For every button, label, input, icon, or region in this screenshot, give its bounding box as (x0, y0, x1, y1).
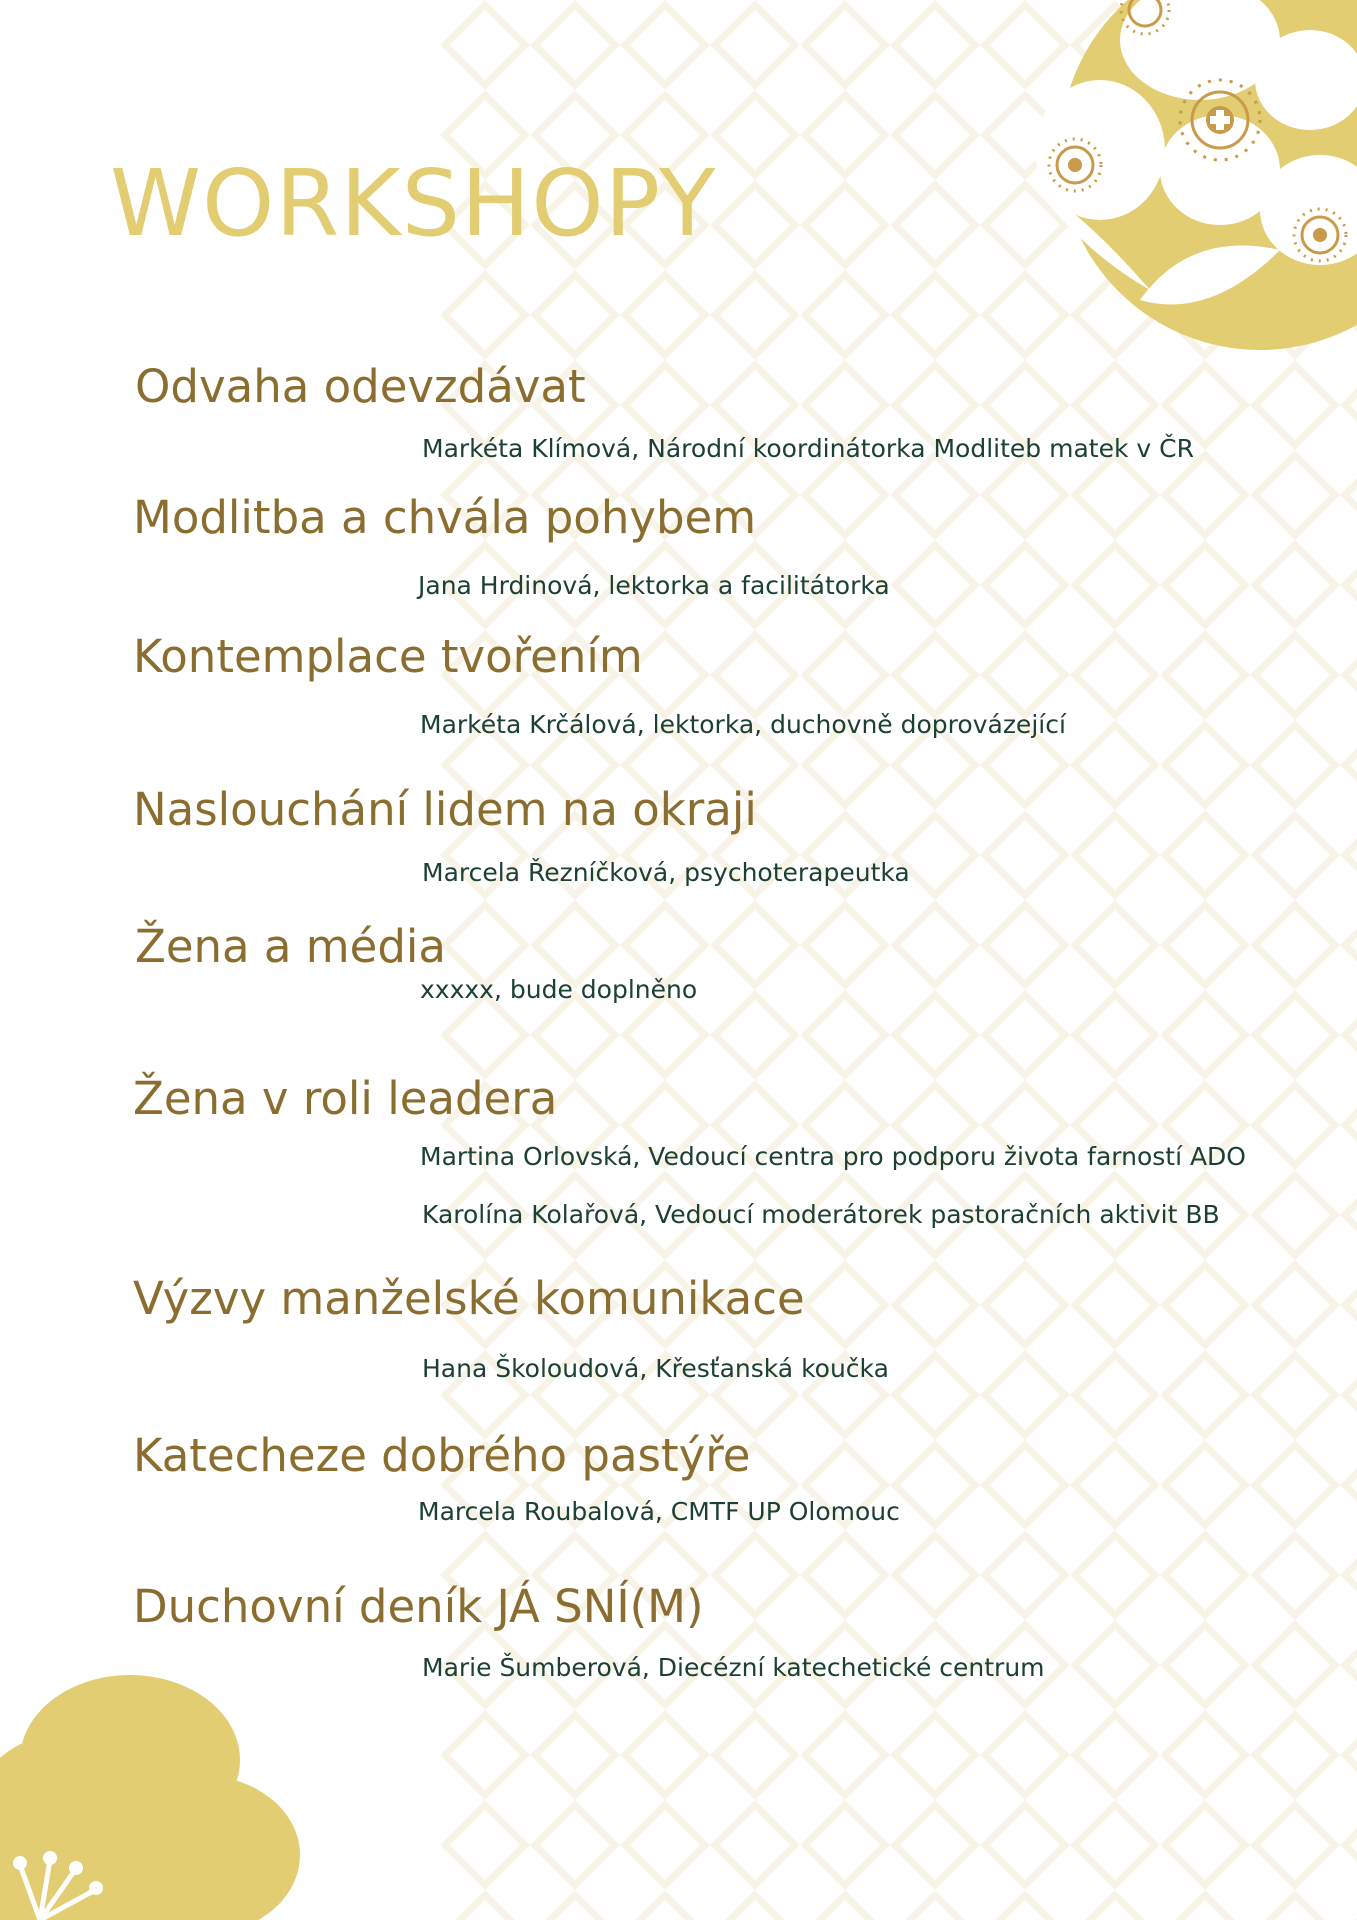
floral-decoration-bottom (0, 1675, 300, 1920)
workshop-title: Katecheze dobrého pastýře (133, 1429, 751, 1482)
workshop-title: Žena v roli leadera (133, 1072, 558, 1125)
workshop-title: Žena a média (135, 920, 446, 973)
workshop-speaker: Karolína Kolařová, Vedoucí moderátorek pastoračních aktivit BB (422, 1200, 1220, 1229)
workshop-title: Kontemplace tvořením (133, 630, 643, 683)
workshop-speaker: Markéta Krčálová, lektorka, duchovně doprovázející (420, 710, 1066, 739)
workshop-title: Odvaha odevzdávat (135, 360, 586, 413)
workshop-title: Výzvy manželské komunikace (133, 1272, 805, 1325)
workshop-speaker: Marcela Roubalová, CMTF UP Olomouc (418, 1497, 900, 1526)
workshop-speaker: Martina Orlovská, Vedoucí centra pro podporu života farností ADO (420, 1142, 1246, 1171)
workshop-speaker: Marcela Řezníčková, psychoterapeutka (422, 858, 910, 887)
workshop-title: Modlitba a chvála pohybem (133, 491, 757, 544)
workshop-speaker: Marie Šumberová, Diecézní katechetické centrum (422, 1653, 1045, 1682)
workshop-title: Duchovní deník JÁ SNÍ(M) (133, 1580, 704, 1633)
workshop-speaker: Jana Hrdinová, lektorka a facilitátorka (418, 571, 890, 600)
page-title: WORKSHOPY (110, 150, 717, 257)
workshop-title: Naslouchání lidem na okraji (133, 783, 757, 836)
floral-decoration-top (990, 0, 1357, 352)
workshop-speaker: xxxxx, bude doplněno (420, 975, 698, 1004)
workshop-speaker: Markéta Klímová, Národní koordinátorka Modliteb matek v ČR (422, 434, 1194, 463)
workshop-speaker: Hana Školoudová, Křesťanská koučka (422, 1354, 889, 1383)
